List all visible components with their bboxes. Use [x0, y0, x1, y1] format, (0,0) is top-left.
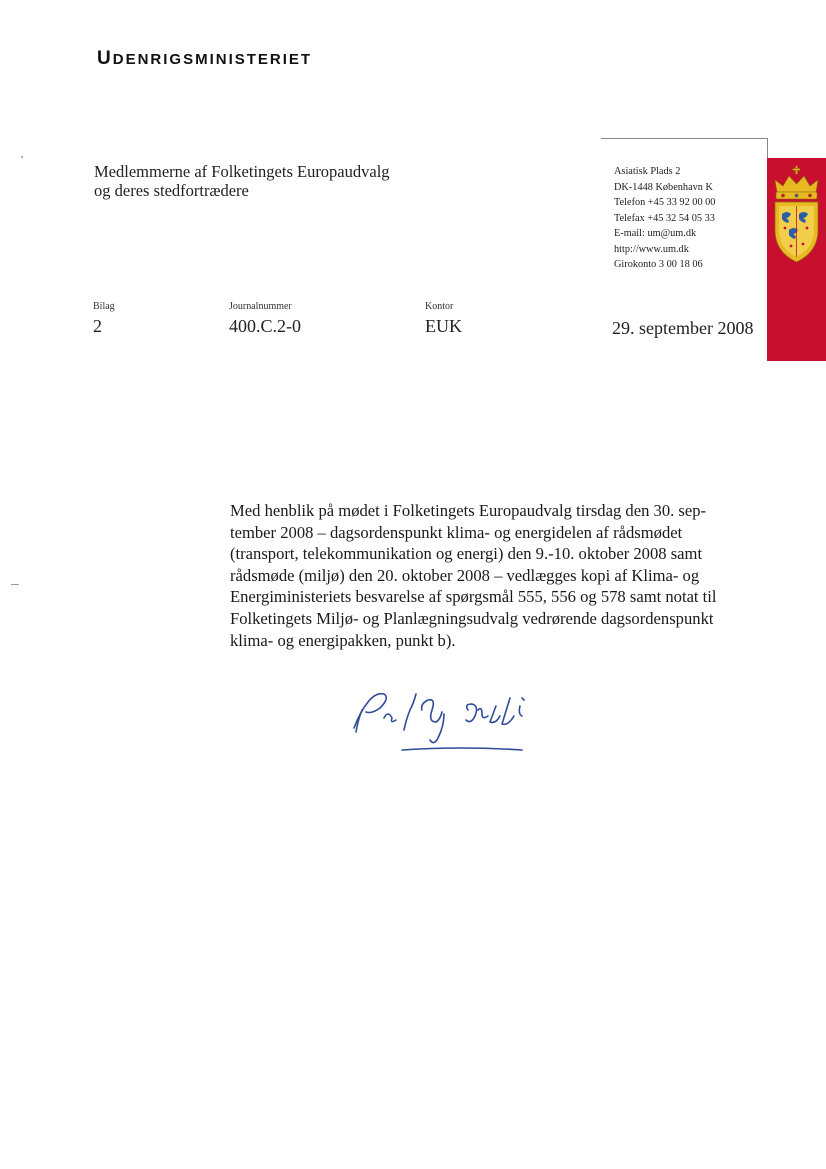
body-line: tember 2008 – dagsordenspunkt klima- og energidelen af rådsmødet — [230, 522, 683, 542]
journal-label: Journalnummer — [229, 301, 292, 312]
signature — [340, 680, 580, 770]
letter-date: 29. september 2008 — [612, 318, 754, 338]
address-giro: Girokonto 3 00 18 06 — [614, 259, 703, 270]
ministry-name-rest: DENRIGSMINISTERIET — [112, 51, 313, 68]
royal-crest-icon — [767, 158, 826, 361]
recipient-block — [94, 162, 390, 200]
body-line: Energiministeriets besvarelse af spørgsmål 555, 556 og 578 samt notat til — [230, 587, 717, 607]
recipient-line-2: og deres stedfortrædere — [94, 181, 249, 200]
scan-mark — [11, 584, 19, 585]
address-fax: Telefax +45 32 54 05 33 — [614, 212, 715, 224]
kontor-value: EUK — [425, 316, 462, 336]
address-rule-vertical — [767, 138, 768, 158]
address-city: DK-1448 København K — [614, 181, 713, 193]
ministry-initial: U — [97, 48, 113, 69]
address-web: http://www.um.dk — [614, 243, 689, 255]
journal-value: 400.C.2-0 — [229, 316, 301, 336]
kontor-label: Kontor — [425, 301, 454, 312]
address-email: E-mail: um@um.dk — [614, 228, 697, 239]
body-line: (transport, telekommunikation og energi) den 9.-10. oktober 2008 samt — [230, 544, 703, 564]
body-line: Folketingets Miljø- og Planlægningsudvalg vedrørende dagsordenspunkt — [230, 608, 714, 628]
handwritten-signature-icon — [340, 680, 580, 765]
address-block — [614, 164, 715, 273]
letter-body — [230, 500, 742, 651]
recipient-line-1: Medlemmerne af Folketingets Europaudvalg — [94, 162, 390, 181]
ministry-name — [97, 48, 312, 70]
scan-mark — [21, 156, 23, 158]
body-line: Med henblik på mødet i Folketingets Europaudvalg tirsdag den 30. sep- — [230, 501, 707, 520]
bilag-value: 2 — [93, 316, 102, 336]
crest-band — [767, 158, 826, 361]
address-street: Asiatisk Plads 2 — [614, 166, 681, 177]
address-rule — [601, 138, 768, 139]
bilag-label: Bilag — [93, 301, 115, 312]
body-line: klima- og energipakken, punkt b). — [230, 630, 456, 650]
body-line: rådsmøde (miljø) den 20. oktober 2008 – vedlægges kopi af Klima- og — [230, 565, 700, 585]
address-phone: Telefon +45 33 92 00 00 — [614, 197, 716, 208]
